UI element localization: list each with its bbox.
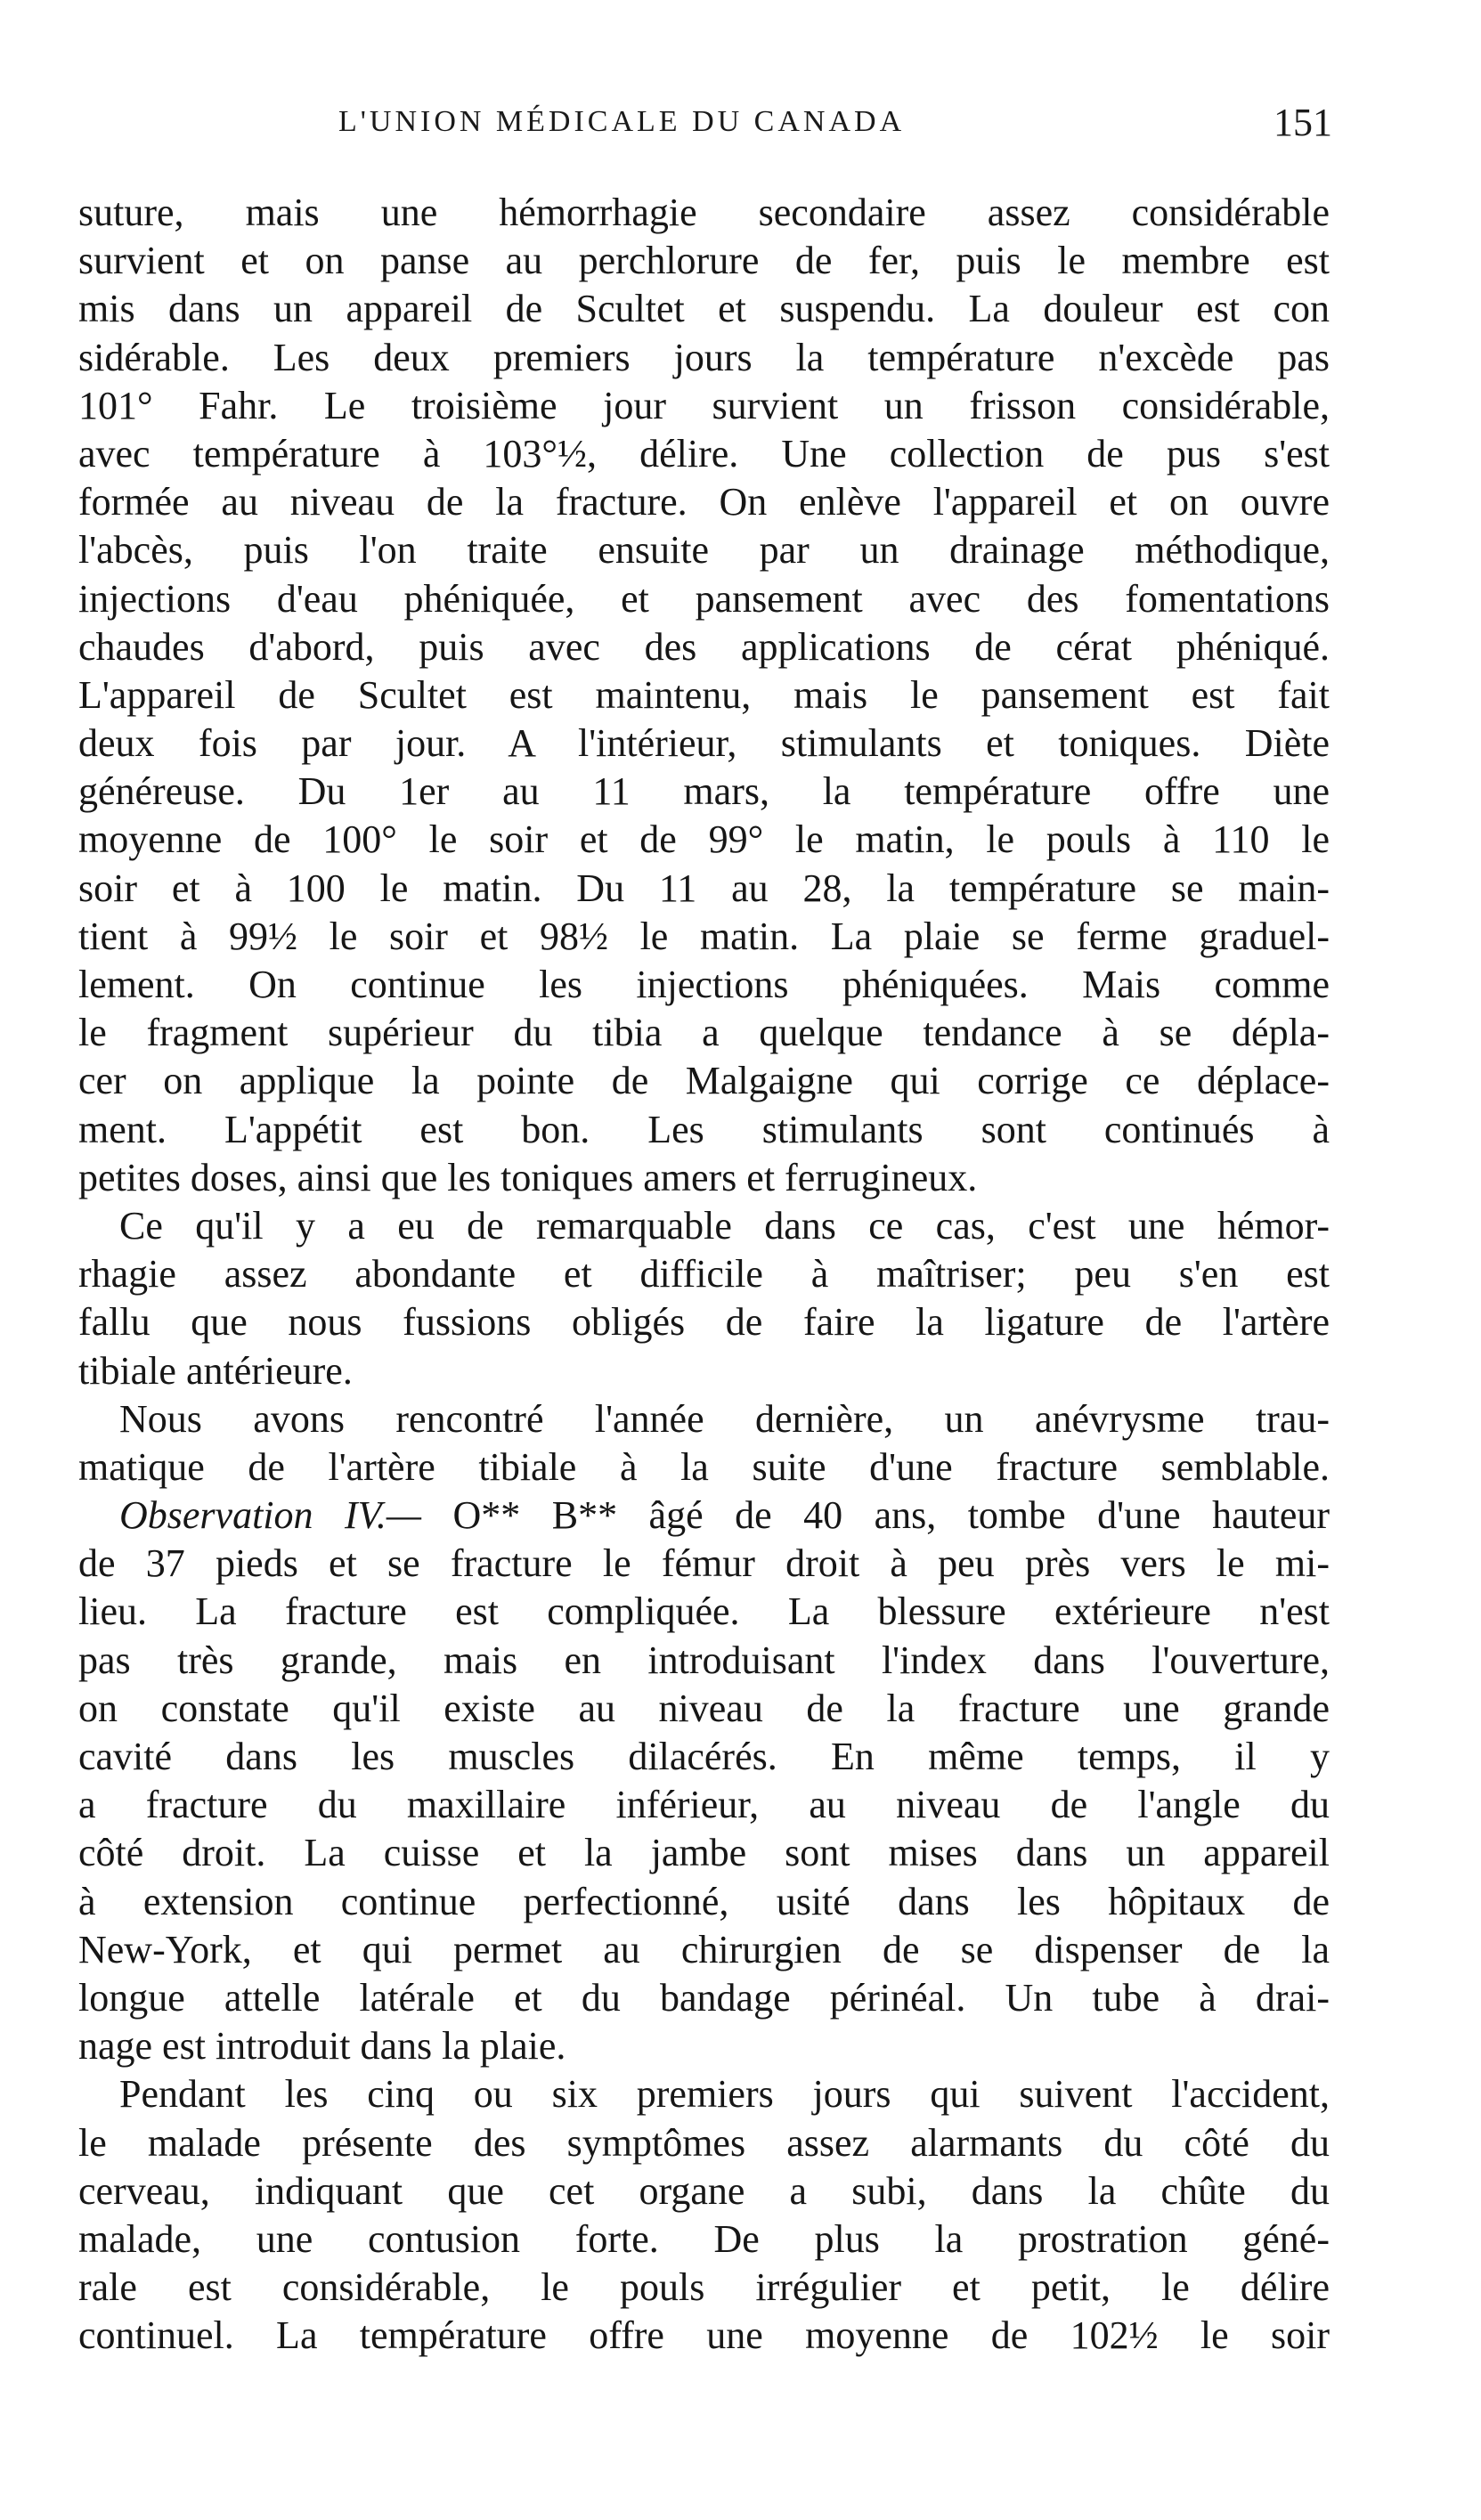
text-line: tibiale antérieure.	[78, 1348, 353, 1393]
page-header	[89, 101, 1336, 159]
text-line: lement. On continue les injections phéniquées. Mais comme	[78, 963, 1330, 1006]
text-line: sidérable. Les deux premiers jours la température n'excède pas	[78, 335, 1330, 379]
text-line: mis dans un appareil de Scultet et suspendu. La douleur est con	[78, 287, 1330, 331]
text-line: rale est considérable, le pouls irrégulier et petit, le délire	[78, 2265, 1330, 2310]
text-line: tient à 99½ le soir et 98½ le matin. La plaie se ferme graduel-	[78, 914, 1330, 958]
text-line: Pendant les cinq ou six premiers jours qui suivent l'accident,	[119, 2072, 1330, 2117]
text-line: rhagie assez abondante et difficile à maîtriser; peu s'en est	[78, 1252, 1330, 1297]
text-line: on constate qu'il existe au niveau de la fracture une grande	[78, 1686, 1330, 1730]
observation-text: O** B** âgé de 40 ans, tombe d'une hauteur	[452, 1493, 1330, 1538]
text-line: lieu. La fracture est compliquée. La blessure extérieure n'est	[78, 1589, 1330, 1634]
text-line: le fragment supérieur du tibia a quelque tendance à se dépla-	[78, 1011, 1330, 1055]
text-line: Nous avons rencontré l'année dernière, un anévrysme trau-	[119, 1396, 1330, 1441]
text-line: nage est introduit dans la plaie.	[78, 2024, 566, 2069]
text-line: le malade présente des symptômes assez alarmants du côté du	[78, 2120, 1330, 2165]
text-line: Ce qu'il y a eu de remarquable dans ce cas, c'est une hémor-	[119, 1203, 1330, 1248]
text-line: à extension continue perfectionné, usité dans les hôpitaux de	[78, 1879, 1330, 1923]
text-line: soir et à 100 le matin. Du 11 au 28, la température se main-	[78, 866, 1330, 910]
text-line: avec température à 103°½, délire. Une collection de pus s'est	[78, 431, 1330, 476]
text-line: formée au niveau de la fracture. On enlève l'appareil et on ouvre	[78, 480, 1330, 524]
text-line: malade, une contusion forte. De plus la prostration géné-	[78, 2216, 1330, 2261]
text-line: cer on applique la pointe de Malgaigne qui corrige ce déplace-	[78, 1059, 1330, 1103]
text-line: suture, mais une hémorrhagie secondaire assez considérable	[78, 191, 1330, 234]
text-line: longue attelle latérale et du bandage périnéal. Un tube à drai-	[78, 1975, 1330, 2020]
text-line: ment. L'appétit est bon. Les stimulants sont continués à	[78, 1107, 1330, 1151]
text-line: injections d'eau phéniquée, et pansement avec des fomentations	[78, 576, 1330, 621]
text-line: petites doses, ainsi que les toniques amers et ferrugineux.	[78, 1155, 978, 1199]
body-text	[78, 189, 1330, 2360]
text-line: moyenne de 100° le soir et de 99° le matin, le pouls à 110 le	[78, 817, 1330, 862]
running-title: L'UNION MÉDICALE DU CANADA	[338, 105, 906, 138]
text-line: de 37 pieds et se fracture le fémur droit à peu près vers le mi-	[78, 1541, 1330, 1586]
text-line: continuel. La température offre une moyenne de 102½ le soir	[78, 2313, 1330, 2358]
text-line: fallu que nous fussions obligés de faire la ligature de l'artère	[78, 1300, 1330, 1345]
observation-line	[78, 1492, 1330, 1540]
page-number: 151	[1273, 101, 1332, 144]
text-line: 101° Fahr. Le troisième jour survient un frisson considérable,	[78, 383, 1330, 427]
text-line: généreuse. Du 1er au 11 mars, la température offre une	[78, 769, 1330, 814]
text-line: pas très grande, mais en introduisant l'index dans l'ouverture,	[78, 1638, 1330, 1682]
text-line: matique de l'artère tibiale à la suite d'une fracture semblable.	[78, 1444, 1330, 1489]
text-line: cerveau, indiquant que cet organe a subi, dans la chûte du	[78, 2168, 1330, 2213]
text-line: côté droit. La cuisse et la jambe sont mises dans un appareil	[78, 1831, 1330, 1875]
text-line: a fracture du maxillaire inférieur, au niveau de l'angle du	[78, 1783, 1330, 1827]
text-line: New-York, et qui permet au chirurgien de se dispenser de la	[78, 1927, 1330, 1971]
text-line: L'appareil de Scultet est maintenu, mais le pansement est fait	[78, 672, 1330, 717]
observation-label: Observation IV.—	[119, 1493, 421, 1538]
text-line: deux fois par jour. A l'intérieur, stimulants et toniques. Diète	[78, 721, 1330, 766]
text-line: cavité dans les muscles dilacérés. En même temps, il y	[78, 1735, 1330, 1778]
text-line: chaudes d'abord, puis avec des applications de cérat phéniqué.	[78, 624, 1330, 669]
text-line: l'abcès, puis l'on traite ensuite par un drainage méthodique,	[78, 528, 1330, 573]
text-line: survient et on panse au perchlorure de fer, puis le membre est	[78, 239, 1330, 283]
